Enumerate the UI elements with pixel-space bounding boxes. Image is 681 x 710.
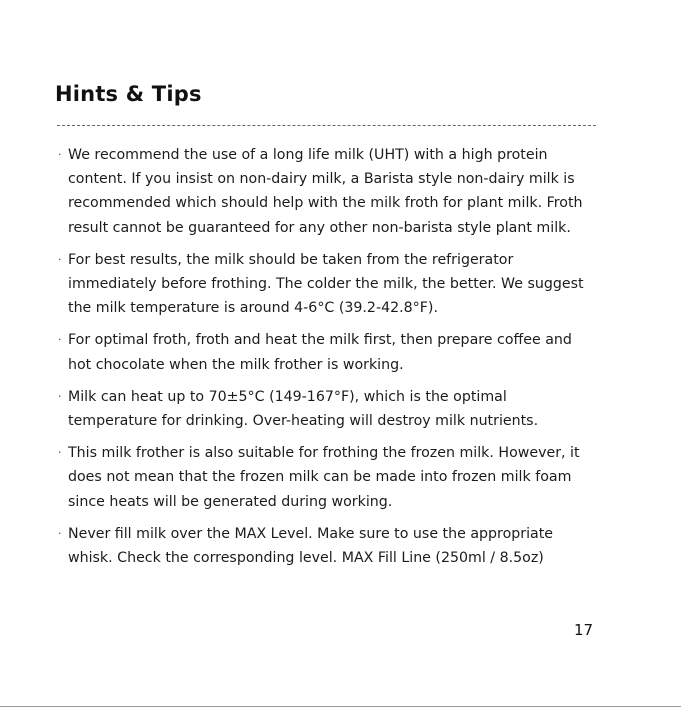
bullet-marker: · [58, 333, 62, 347]
tip-text: We recommend the use of a long life milk (UHT) with a high protein content. If you insist on non-dairy milk, a Barista style non-dairy milk is recommended which should help with the milk froth for plant milk. Froth result cannot be guaranteed for any other non-barista style plant milk. [68, 147, 583, 236]
bullet-marker: · [58, 526, 62, 540]
page-number: 17 [574, 621, 594, 639]
dashed-divider [57, 125, 596, 126]
tip-text: For best results, the milk should be taken from the refrigerator immediately before frothing. The colder the milk, the better. We suggest the milk temperature is around 4-6°C (39.2-42.8°F). [68, 251, 584, 317]
bullet-marker: · [58, 446, 62, 460]
tip-text: Never fill milk over the MAX Level. Make sure to use the appropriate whisk. Check the corresponding level. MAX Fill Line (250ml / 8.5oz) [68, 525, 554, 567]
tips-list [57, 143, 597, 578]
bullet-marker: · [58, 389, 62, 403]
list-item [57, 522, 597, 570]
bullet-marker: · [58, 252, 62, 266]
list-item [57, 143, 597, 240]
bullet-marker: · [58, 148, 62, 161]
list-item [57, 385, 597, 433]
list-item [57, 328, 597, 376]
page-title: Hints & Tips [55, 82, 202, 106]
tip-text: Milk can heat up to 70±5°C (149-167°F), which is the optimal temperature for drinking. Over-heating will destroy milk nutrients. [68, 388, 539, 430]
list-item [57, 441, 597, 514]
tip-text: For optimal froth, froth and heat the milk first, then prepare coffee and hot chocolate when the milk frother is working. [68, 332, 572, 373]
tip-text: This milk frother is also suitable for frothing the frozen milk. However, it does not mean that the frozen milk can be made into frozen milk foam since heats will be generated during working. [68, 445, 580, 510]
bottom-rule [0, 706, 681, 707]
list-item [57, 248, 597, 321]
